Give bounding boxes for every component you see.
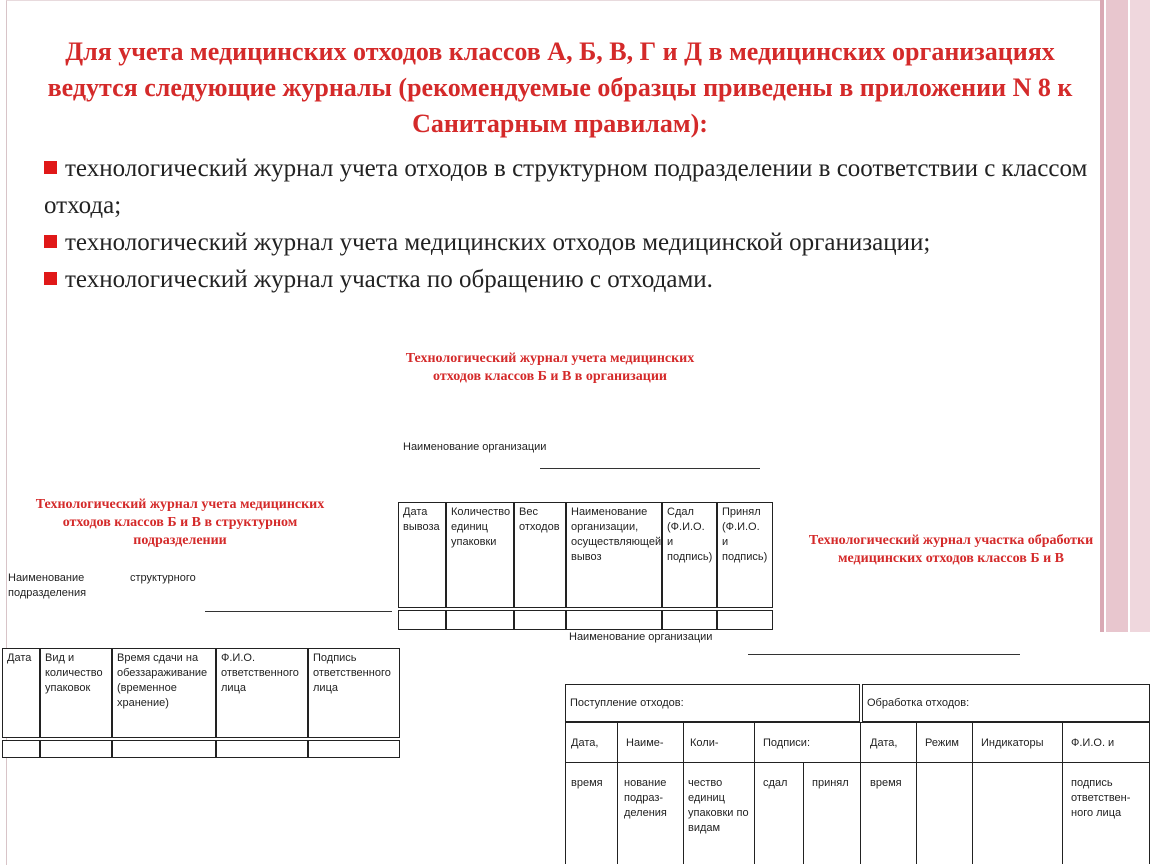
bullet-list: [44, 150, 1094, 298]
fill-line: [205, 611, 392, 612]
journal-org-col-header: Количество единиц упаковки: [446, 502, 514, 608]
bullet-square-icon: [44, 272, 57, 285]
journal-site-col-signatures: Подписи:: [763, 737, 811, 749]
journal-site-col-fio: Ф.И.О. и: [1071, 737, 1115, 749]
journal-site-col-mode: Режим: [925, 737, 959, 749]
journal-site-group-processing: Обработка отходов:: [862, 684, 1150, 722]
slide-heading: Для учета медицинских отходов классов А, Б, В, Г и Д в медицинских организациях ведутся следующие журналы (рекомендуемые образцы приведены в приложении N 8 к Санитарным правилам):: [47, 37, 1073, 138]
bullet-item: [44, 150, 1094, 224]
journal-site-col-received: принял: [812, 777, 849, 789]
bullet-text: технологический журнал участка по обращению с отходами.: [65, 266, 713, 293]
journal-unit-empty-cell: [216, 740, 308, 758]
bullet-square-icon: [44, 161, 57, 174]
journal-site-org-label: Наименование организации: [569, 631, 713, 643]
table-rule: [916, 722, 917, 864]
fill-line: [540, 468, 760, 469]
journal-site-col-date-b: Дата,: [870, 737, 898, 749]
table-rule: [803, 762, 804, 864]
journal-org-empty-cell: [566, 610, 662, 630]
journal-unit-col-header: Дата: [2, 648, 40, 738]
journal-site-title: Технологический журнал участка обработки медицинских отходов классов Б и В: [808, 533, 1094, 566]
table-rule: [972, 722, 973, 864]
journal-site-col-qty-2: чество единиц упаковки по видам: [688, 777, 749, 834]
journal-site-col-gave: сдал: [763, 777, 788, 789]
journal-org-org-label: Наименование организации: [403, 441, 547, 453]
bullet-text: технологический журнал учета медицинских отходов медицинской организации;: [65, 229, 931, 256]
bullet-square-icon: [44, 235, 57, 248]
table-rule: [1062, 722, 1063, 864]
table-rule: [754, 722, 755, 864]
journal-site-group-receipt: Поступление отходов:: [565, 684, 860, 722]
journal-unit-col-header: Вид и количество упаковок: [40, 648, 112, 738]
journal-org-col-header: Наименование организации, осуществляющей вывоз: [566, 502, 662, 608]
journal-org-empty-cell: [717, 610, 773, 630]
journal-org-empty-cell: [514, 610, 566, 630]
journal-site-col-qty: Коли-: [690, 737, 719, 749]
table-rule: [683, 722, 684, 864]
journal-org-title: Технологический журнал учета медицинских отходов классов Б и В в организации: [405, 351, 695, 384]
journal-site-col-name: Наиме-: [626, 737, 664, 749]
journal-org-col-header: Дата вывоза: [398, 502, 446, 608]
table-rule: [754, 762, 860, 763]
journal-org-empty-cell: [398, 610, 446, 630]
journal-site-col-fio-2: подпись ответствен-ного лица: [1071, 777, 1131, 819]
journal-unit-col-header: Время сдачи на обеззараживание (временное хранение): [112, 648, 216, 738]
table-rule: [860, 722, 861, 864]
journal-unit-label: структурного: [130, 572, 196, 584]
table-rule: [617, 722, 618, 864]
journal-site-col-name-2: нование подраз-деления: [624, 777, 667, 819]
table-rule: [565, 722, 566, 864]
journal-org-col-header: Принял (Ф.И.О. и подпись): [717, 502, 773, 608]
bullet-item: [44, 224, 1094, 261]
journal-org-empty-cell: [446, 610, 514, 630]
journal-site-col-date-b-2: время: [870, 777, 902, 789]
journal-org-col-header: Вес отходов: [514, 502, 566, 608]
journal-unit-empty-cell: [112, 740, 216, 758]
journal-unit-empty-cell: [2, 740, 40, 758]
journal-org-col-header: Сдал (Ф.И.О. и подпись): [662, 502, 717, 608]
fill-line: [748, 654, 1020, 655]
journal-unit-col-header: Подпись ответственного лица: [308, 648, 400, 738]
journal-unit-label: Наименование: [8, 572, 85, 584]
journal-site-col-indicators: Индикаторы: [981, 737, 1044, 749]
journal-unit-title: Технологический журнал учета медицинских отходов классов Б и В в структурном подразделении: [35, 497, 325, 548]
bullet-item: [44, 261, 1094, 298]
journal-site-col-date-2: время: [571, 777, 603, 789]
journal-unit-empty-cell: [308, 740, 400, 758]
journal-site-col-date: Дата,: [571, 737, 599, 749]
journal-org-empty-cell: [662, 610, 717, 630]
journal-unit-col-header: Ф.И.О. ответственного лица: [216, 648, 308, 738]
bullet-text: технологический журнал учета отходов в структурном подразделении в соответствии с классом отхода;: [44, 155, 1088, 219]
journal-unit-empty-cell: [40, 740, 112, 758]
journal-unit-label: подразделения: [8, 587, 87, 599]
